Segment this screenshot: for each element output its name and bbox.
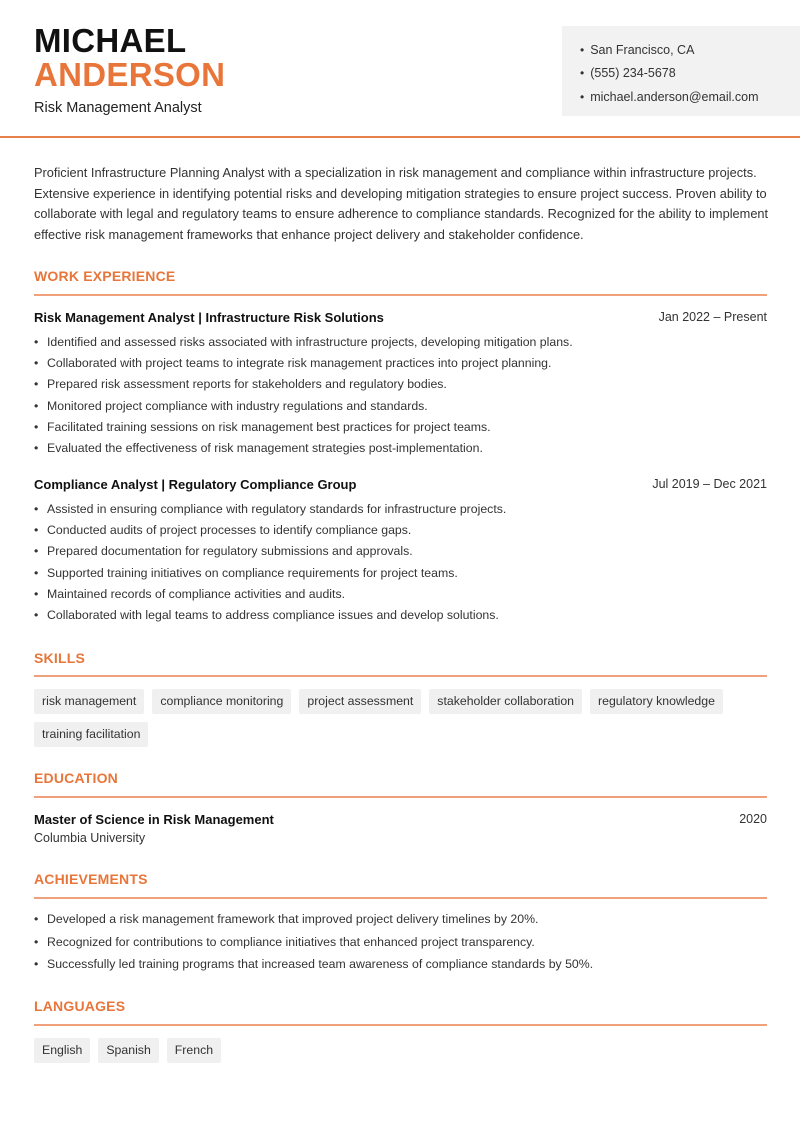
- list-item: • Collaborated with project teams to integrate risk management practices into project planning.: [34, 353, 774, 374]
- job-role: Risk Management Analyst: [34, 100, 202, 116]
- education-heading: EDUCATION: [34, 770, 118, 786]
- contact-phone-text: (555) 234-5678: [590, 66, 676, 81]
- contact-phone: [580, 62, 800, 86]
- list-item: • Monitored project compliance with industry regulations and standards.: [34, 396, 774, 417]
- work-experience-heading: WORK EXPERIENCE: [34, 268, 176, 284]
- list-item: • Collaborated with legal teams to address compliance issues and develop solutions.: [34, 605, 774, 626]
- language-tag: English: [34, 1038, 90, 1063]
- last-name: ANDERSON: [34, 56, 226, 93]
- contact-box: [562, 26, 800, 116]
- job-title-2: Compliance Analyst | Regulatory Compliance Group: [34, 477, 357, 492]
- job-date-2: Jul 2019 – Dec 2021: [652, 477, 767, 491]
- job-title-1: Risk Management Analyst | Infrastructure Risk Solutions: [34, 310, 384, 325]
- contact-email-text: michael.anderson@email.com: [590, 89, 759, 104]
- job-bullets-1: [34, 332, 774, 459]
- list-item: • Assisted in ensuring compliance with regulatory standards for infrastructure projects.: [34, 499, 774, 520]
- job-bullets-2: [34, 499, 774, 626]
- skill-tag: stakeholder collaboration: [429, 689, 582, 714]
- contact-location: [580, 38, 800, 62]
- list-item: • Developed a risk management framework that improved project delivery timelines by 20%.: [34, 909, 774, 932]
- section-divider: [34, 294, 767, 296]
- bullet-icon: •: [580, 66, 585, 81]
- bullet-icon: •: [580, 42, 585, 57]
- skills-tags: [34, 689, 774, 747]
- skills-heading: SKILLS: [34, 650, 85, 666]
- list-item: • Maintained records of compliance activities and audits.: [34, 584, 774, 605]
- list-item: • Successfully led training programs that increased team awareness of compliance standards by 50%.: [34, 954, 774, 977]
- list-item: • Facilitated training sessions on risk management best practices for project teams.: [34, 417, 774, 438]
- achievements-list: [34, 909, 774, 977]
- language-tag: Spanish: [98, 1038, 158, 1063]
- list-item: • Prepared risk assessment reports for stakeholders and regulatory bodies.: [34, 374, 774, 395]
- resume-header: [0, 0, 800, 138]
- languages-heading: LANGUAGES: [34, 998, 126, 1014]
- first-name: MICHAEL: [34, 22, 187, 59]
- list-item: • Conducted audits of project processes to identify compliance gaps.: [34, 520, 774, 541]
- achievements-heading: ACHIEVEMENTS: [34, 871, 148, 887]
- list-item: • Identified and assessed risks associated with infrastructure projects, developing mitigation plans.: [34, 332, 774, 353]
- list-item: • Prepared documentation for regulatory submissions and approvals.: [34, 541, 774, 562]
- section-divider: [34, 897, 767, 899]
- skill-tag: project assessment: [299, 689, 421, 714]
- education-degree: Master of Science in Risk Management: [34, 812, 274, 827]
- skill-tag: risk management: [34, 689, 144, 714]
- contact-email: [580, 85, 800, 109]
- list-item: • Supported training initiatives on compliance requirements for project teams.: [34, 563, 774, 584]
- education-year: 2020: [739, 812, 767, 826]
- language-tag: French: [167, 1038, 221, 1063]
- section-divider: [34, 675, 767, 677]
- skill-tag: training facilitation: [34, 722, 148, 747]
- list-item: • Evaluated the effectiveness of risk management strategies post-implementation.: [34, 438, 774, 459]
- language-tags: [34, 1038, 774, 1063]
- education-school: Columbia University: [34, 831, 146, 845]
- skill-tag: compliance monitoring: [152, 689, 291, 714]
- section-divider: [34, 1024, 767, 1026]
- bullet-icon: •: [580, 89, 585, 104]
- summary-paragraph: Proficient Infrastructure Planning Analyst with a specialization in risk management and compliance within infrastructure projects. Extensive experience in identifying potential risks and developing mitigation strategies to ensure project success. Proven ability to collaborate with legal and regulatory teams to ensure adherence to compliance standards. Recognized for the ability to implement effective risk management frameworks that enhance project delivery and stakeholder confidence.: [34, 165, 769, 243]
- skill-tag: regulatory knowledge: [590, 689, 723, 714]
- contact-location-text: San Francisco, CA: [590, 42, 695, 57]
- section-divider: [34, 796, 767, 798]
- job-date-1: Jan 2022 – Present: [658, 310, 767, 324]
- list-item: • Recognized for contributions to compliance initiatives that enhanced project transparency.: [34, 932, 774, 955]
